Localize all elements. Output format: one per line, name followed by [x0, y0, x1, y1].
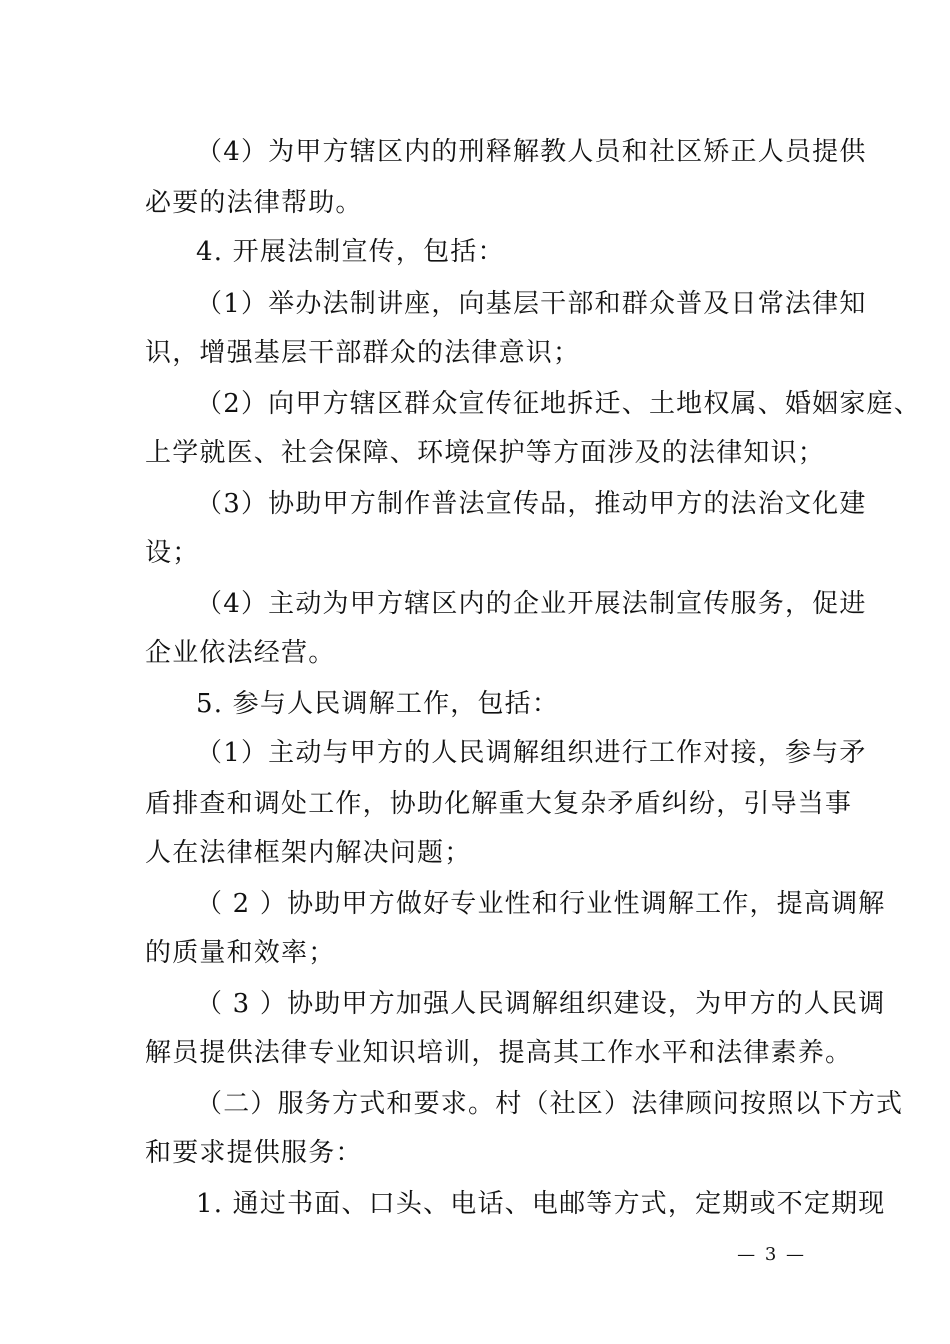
text-line: 上学就医、社会保障、环境保护等方面涉及的法律知识； — [145, 438, 826, 468]
text-line: （二）服务方式和要求。村（社区）法律顾问按照以下方式 — [196, 1089, 904, 1119]
text-line: （1）主动与甲方的人民调解组织进行工作对接，参与矛 — [196, 738, 867, 768]
text-line: 必要的法律帮助。 — [145, 188, 363, 218]
text-line: 盾排查和调处工作，协助化解重大复杂矛盾纠纷，引导当事 — [145, 789, 853, 819]
text-line: （4）为甲方辖区内的刑释解教人员和社区矫正人员提供 — [196, 137, 867, 167]
text-line: （3）协助甲方制作普法宣传品，推动甲方的法治文化建 — [196, 489, 867, 519]
text-line: 识，增强基层干部群众的法律意识； — [145, 338, 581, 368]
text-line: 设； — [145, 538, 200, 568]
page-number: — 3 — — [737, 1244, 806, 1265]
text-line: 解员提供法律专业知识培训，提高其工作水平和法律素养。 — [145, 1038, 853, 1068]
text-line: 5. 参与人民调解工作，包括： — [196, 689, 560, 719]
text-line: 和要求提供服务： — [145, 1138, 363, 1168]
text-line: （4）主动为甲方辖区内的企业开展法制宣传服务，促进 — [196, 589, 867, 619]
text-line: 1. 通过书面、口头、电话、电邮等方式，定期或不定期现 — [196, 1189, 886, 1219]
text-line: 4. 开展法制宣传，包括： — [196, 237, 505, 267]
text-line: （2）向甲方辖区群众宣传征地拆迁、土地权属、婚姻家庭、 — [196, 389, 921, 419]
text-line: （ 3 ）协助甲方加强人民调解组织建设，为甲方的人民调 — [196, 989, 886, 1019]
text-line: 企业依法经营。 — [145, 638, 336, 668]
text-line: 的质量和效率； — [145, 938, 336, 968]
text-line: （1）举办法制讲座，向基层干部和群众普及日常法律知 — [196, 289, 867, 319]
text-line: 人在法律框架内解决问题； — [145, 838, 472, 868]
text-line: （ 2 ）协助甲方做好专业性和行业性调解工作，提高调解 — [196, 889, 886, 919]
